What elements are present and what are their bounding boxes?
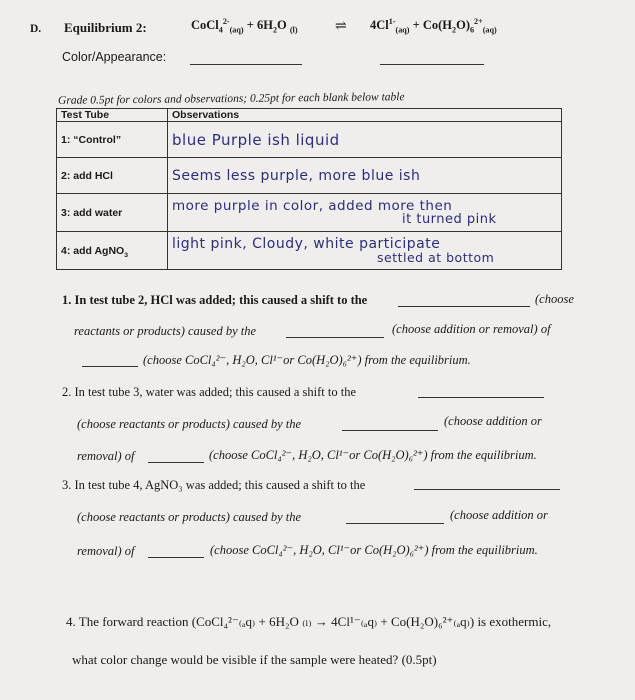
- tube-cell: 4: add AgNO$_3$: [57, 232, 168, 270]
- q1-text: 1. In test tube 2, HCl was added; this caused a shift to the: [62, 293, 368, 307]
- q3-blank-1[interactable]: [414, 489, 560, 490]
- q1-blank-1[interactable]: [398, 306, 530, 307]
- q2-line3-b: (choose CoCl₄²⁻, H₂O, Cl¹⁻or Co(H₂O)₆²⁺) from the equilibrium.: [209, 448, 537, 462]
- table-row: [57, 232, 562, 270]
- q2-text: 2. In test tube 3, water was added; this caused a shift to the: [62, 385, 357, 399]
- q2-line2-b: (choose addition or: [444, 414, 542, 428]
- q4-text: 4. The forward reaction (CoCl₄²⁻₍ₐq₎ + 6H₂O ₍ₗ₎ → 4Cl¹⁻₍ₐq₎ + Co(H₂O)₆²⁺₍ₐq₎) is exothermic,: [66, 614, 552, 629]
- q1-blank-2[interactable]: [286, 337, 384, 338]
- q3-blank-3[interactable]: [148, 557, 204, 558]
- tube-cell: 3: add water: [57, 194, 168, 232]
- observation-table: [56, 108, 562, 270]
- observation-cell: light pink, Cloudy, white participate settled at bottom: [168, 232, 562, 270]
- equilibrium-arrow: ⇌: [335, 19, 347, 34]
- color-appearance-label: Color/Appearance:: [62, 50, 167, 64]
- section-label: D.: [30, 23, 42, 35]
- q3-line3-a: removal) of: [77, 544, 135, 558]
- q3-blank-2[interactable]: [346, 523, 444, 524]
- observation-cell: Seems less purple, more blue ish: [168, 158, 562, 194]
- q3-line3-b: (choose CoCl₄²⁻, H₂O, Cl¹⁻or Co(H₂O)₆²⁺) from the equilibrium.: [210, 543, 538, 557]
- q1-blank-3[interactable]: [82, 366, 138, 367]
- q1-line2-b: (choose addition or removal) of: [392, 322, 551, 336]
- q1-line3: (choose CoCl₄²⁻, H₂O, Cl¹⁻or Co(H₂O)₆²⁺) from the equilibrium.: [143, 353, 471, 367]
- q2-blank-2[interactable]: [342, 430, 438, 431]
- observation-cell: more purple in color, added more then it turned pink: [168, 194, 562, 232]
- tube-cell: 2: add HCl: [57, 158, 168, 194]
- q1-line2-a: reactants or products) caused by the: [74, 324, 257, 338]
- observation-cell: blue Purple ish liquid: [168, 122, 562, 158]
- header-test-tube: Test Tube: [57, 109, 168, 122]
- reactant-color-blank[interactable]: [190, 64, 302, 65]
- q1-choice-hint: (choose: [535, 292, 574, 306]
- q2-line2-a: (choose reactants or products) caused by the: [77, 417, 302, 431]
- table-row: [57, 122, 562, 158]
- q3-line2-b: (choose addition or: [450, 508, 548, 522]
- q4-line2: what color change would be visible if the sample were heated? (0.5pt): [72, 652, 437, 667]
- q3-text: 3. In test tube 4, AgNO₃ was added; this caused a shift to the: [62, 478, 366, 492]
- table-header-row: [57, 109, 562, 122]
- equation: CoCl$_4^{2-}_{(aq)}$ + $6H_2O$ $_{(l)}$: [191, 16, 298, 35]
- section-title: Equilibrium 2:: [64, 20, 147, 35]
- tube-cell: 1: “Control”: [57, 122, 168, 158]
- q3-line2-a: (choose reactants or products) caused by the: [77, 510, 302, 524]
- header-observations: Observations: [168, 109, 562, 122]
- q2-blank-3[interactable]: [148, 462, 204, 463]
- equation-products: $4Cl^{1-}_{(aq)} + Co(H_2O)_6^{2+}_{(aq)}$: [370, 16, 497, 35]
- table-row: [57, 158, 562, 194]
- q2-line3-a: removal) of: [77, 449, 135, 463]
- product-color-blank[interactable]: [380, 64, 484, 65]
- grading-note: Grade 0.5pt for colors and observations; 0.25pt for each blank below table: [57, 91, 405, 107]
- table-row: [57, 194, 562, 232]
- q2-blank-1[interactable]: [418, 397, 544, 398]
